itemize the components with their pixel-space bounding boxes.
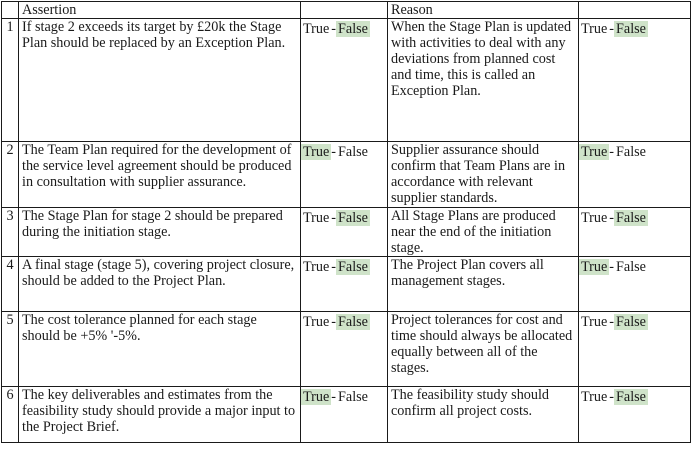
true-option[interactable]: True — [303, 21, 330, 37]
header-reason-answer-cell — [579, 2, 691, 19]
row-number: 3 — [2, 208, 19, 257]
true-false-separator: - — [609, 314, 615, 330]
false-option[interactable]: False — [338, 389, 368, 405]
assertion-reason-table-container — [1, 1, 692, 443]
reason-true-false — [579, 387, 691, 443]
row-number: 1 — [2, 19, 19, 142]
row-number: 6 — [2, 387, 19, 443]
false-option[interactable]: False — [338, 144, 368, 160]
false-option[interactable]: False — [616, 389, 646, 405]
assertion-true-false — [301, 312, 388, 387]
reason-true-false — [579, 142, 691, 208]
true-option[interactable]: True — [581, 210, 608, 226]
reason-true-false — [579, 312, 691, 387]
false-option[interactable]: False — [338, 259, 368, 275]
assertion-true-false — [301, 257, 388, 312]
true-option[interactable]: True — [303, 314, 330, 330]
reason-true-false — [579, 19, 691, 142]
false-option[interactable]: False — [338, 314, 368, 330]
assertion-true-false — [301, 19, 388, 142]
row-number: 5 — [2, 312, 19, 387]
assertion-true-false — [301, 387, 388, 443]
true-false-separator: - — [609, 259, 615, 275]
reason-true-false — [579, 208, 691, 257]
row-number: 4 — [2, 257, 19, 312]
header-assertion: Assertion — [19, 2, 301, 19]
header-number-cell — [2, 2, 19, 19]
true-option[interactable]: True — [303, 144, 330, 160]
false-option[interactable]: False — [616, 314, 646, 330]
true-option[interactable]: True — [303, 389, 330, 405]
true-false-separator: - — [331, 21, 337, 37]
table-row — [2, 312, 691, 387]
reason-text: Supplier assurance should confirm that Team Plans are in accordance with relevant supplier standards. — [388, 142, 579, 208]
true-false-separator: - — [331, 389, 337, 405]
reason-text: All Stage Plans are produced near the end of the initiation stage. — [388, 208, 579, 257]
true-option[interactable]: True — [303, 210, 330, 226]
false-option[interactable]: False — [616, 210, 646, 226]
header-assertion-answer-cell — [301, 2, 388, 19]
reason-text: When the Stage Plan is updated with activities to deal with any deviations from planned cost and time, this is called an Exception Plan. — [388, 19, 579, 142]
true-option[interactable]: True — [303, 259, 330, 275]
true-false-separator: - — [331, 144, 337, 160]
true-false-separator: - — [331, 314, 337, 330]
table-row — [2, 257, 691, 312]
false-option[interactable]: False — [616, 144, 646, 160]
true-option[interactable]: True — [581, 259, 608, 275]
true-false-separator: - — [331, 259, 337, 275]
true-option[interactable]: True — [581, 314, 608, 330]
assertion-text: If stage 2 exceeds its target by £20k the Stage Plan should be replaced by an Exception Plan. — [19, 19, 301, 142]
table-row — [2, 387, 691, 443]
reason-true-false — [579, 257, 691, 312]
assertion-text: The Stage Plan for stage 2 should be prepared during the initiation stage. — [19, 208, 301, 257]
true-option[interactable]: True — [581, 389, 608, 405]
table-header-row — [2, 2, 691, 19]
false-option[interactable]: False — [616, 21, 646, 37]
row-number: 2 — [2, 142, 19, 208]
true-false-separator: - — [609, 21, 615, 37]
assertion-text: The key deliverables and estimates from the feasibility study should provide a major input to the Project Brief. — [19, 387, 301, 443]
assertion-reason-table — [1, 1, 691, 443]
assertion-true-false — [301, 208, 388, 257]
assertion-text: A final stage (stage 5), covering project closure, should be added to the Project Plan. — [19, 257, 301, 312]
assertion-true-false — [301, 142, 388, 208]
true-option[interactable]: True — [581, 21, 608, 37]
reason-text: Project tolerances for cost and time should always be allocated equally between all of the stages. — [388, 312, 579, 387]
true-false-separator: - — [331, 210, 337, 226]
assertion-text: The Team Plan required for the development of the service level agreement should be produced in consultation with supplier assurance. — [19, 142, 301, 208]
table-row — [2, 208, 691, 257]
reason-text: The feasibility study should confirm all project costs. — [388, 387, 579, 443]
false-option[interactable]: False — [338, 21, 368, 37]
false-option[interactable]: False — [616, 259, 646, 275]
table-row — [2, 19, 691, 142]
true-false-separator: - — [609, 144, 615, 160]
true-false-separator: - — [609, 389, 615, 405]
true-option[interactable]: True — [581, 144, 608, 160]
true-false-separator: - — [609, 210, 615, 226]
reason-text: The Project Plan covers all management stages. — [388, 257, 579, 312]
header-reason: Reason — [388, 2, 579, 19]
assertion-text: The cost tolerance planned for each stage should be +5% '-5%. — [19, 312, 301, 387]
table-row — [2, 142, 691, 208]
false-option[interactable]: False — [338, 210, 368, 226]
